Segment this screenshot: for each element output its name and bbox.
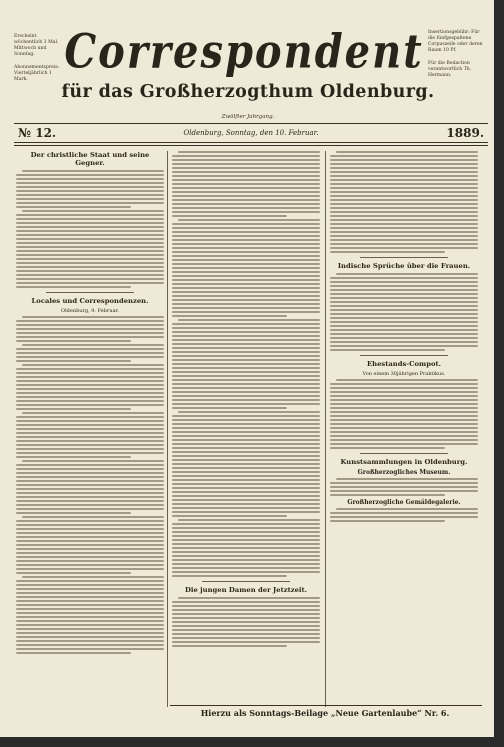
header-rule-top — [14, 123, 488, 124]
column-right — [330, 151, 478, 525]
museum-hours — [330, 478, 478, 496]
column-left — [16, 151, 164, 657]
article-heading: Ehestands-Compot. — [366, 360, 442, 368]
article-byline: Von einem 30jährigen Praktikus. — [362, 371, 446, 377]
section-heading: Locales und Correspondenzen. — [31, 297, 149, 305]
masthead-subtitle: für das Großherzogthum Oldenburg. — [61, 82, 435, 102]
article-heading: Indische Sprüche über die Frauen. — [337, 262, 471, 270]
article-body — [172, 151, 320, 577]
article-body — [16, 170, 164, 288]
article-heading: Der christliche Staat und seine Gegner. — [30, 151, 150, 167]
issue-year: 1889. — [446, 126, 484, 140]
gallery-subheading: Großherzogliche Gemäldegalerie. — [347, 499, 461, 506]
header-rule-bottom — [14, 142, 488, 143]
edition-label: Zwölfter Jahrgang. — [221, 114, 275, 120]
column-separator — [325, 151, 326, 707]
footer-rule — [170, 705, 482, 706]
issue-number: № 12. — [18, 126, 57, 140]
article-body — [330, 273, 478, 351]
editor-text: Für die Redaction verantwortlich Th. Hermann. — [428, 61, 472, 78]
section-divider — [46, 292, 134, 293]
masthead-title: Correspondent — [64, 24, 424, 80]
column-middle — [172, 151, 320, 650]
advertising-info — [428, 30, 484, 86]
location-line: Oldenburg, 9. Februar. — [60, 308, 119, 314]
article-heading: Kunstsammlungen in Oldenburg. — [340, 458, 468, 466]
local-news-body — [16, 316, 164, 654]
article-body — [172, 597, 320, 647]
museum-subheading: Großherzogliches Museum. — [357, 469, 451, 476]
column-separator — [167, 151, 168, 707]
article-heading: Die jungen Damen der Jetztzeit. — [185, 586, 307, 594]
section-divider — [202, 581, 290, 582]
dateline — [14, 126, 488, 140]
article-body — [330, 151, 478, 253]
section-divider — [360, 355, 448, 356]
section-divider — [360, 257, 448, 258]
header-rule-bottom-2 — [14, 145, 488, 146]
schedule-text: Erscheint wöchentlich 3 Mal. Mittwoch und Sonntag. — [14, 34, 59, 57]
issue-date: Oldenburg, Sonntag, den 10. Februar. — [183, 129, 319, 137]
insertion-fee-text: Insertionsgebühr: Für die fünfgespaltene Corpuszeile oder deren Raum 10 Pf. — [428, 30, 483, 53]
subscription-price-text: Abonnementspreis: Vierteljährlich 1 Mark. — [14, 65, 60, 82]
article-body — [330, 379, 478, 449]
section-divider — [360, 453, 448, 454]
gallery-hours — [330, 508, 478, 522]
supplement-notice: Hierzu als Sonntags-Beilage „Neue Gartenlaube“ Nr. 6. — [200, 708, 450, 718]
